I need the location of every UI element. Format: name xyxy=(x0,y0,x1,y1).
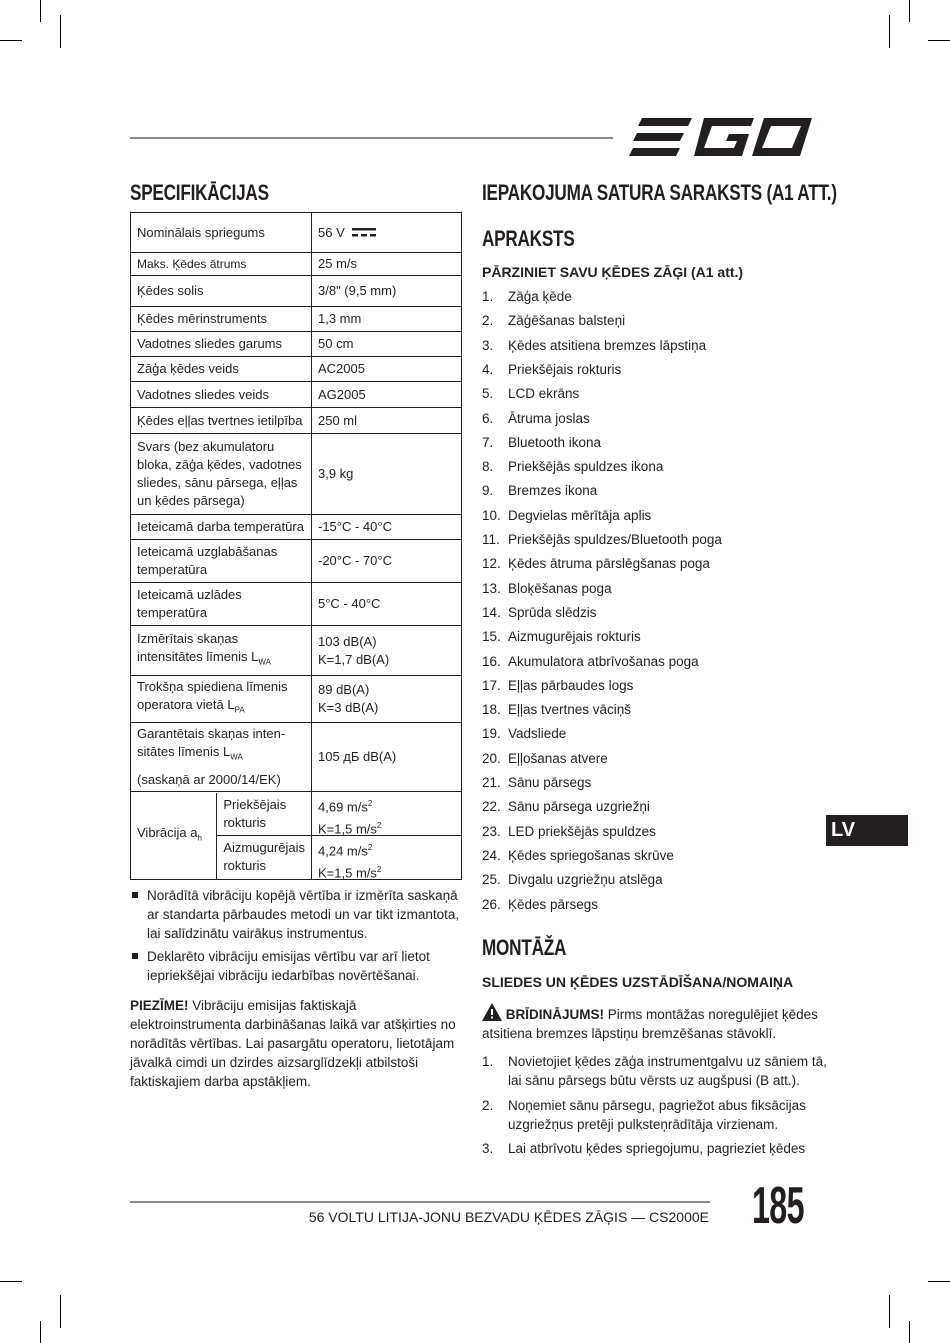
spec-label: Zāģa ķēdes veids xyxy=(131,357,312,382)
table-row xyxy=(131,332,462,357)
table-row xyxy=(131,213,462,253)
list-item: 24. Ķēdes spriegošanas skrūve xyxy=(482,847,674,863)
spec-value: 4,69 $m/s^2$ K=1,5 $m/s^2$ xyxy=(312,792,461,836)
list-item: 13. Bloķēšanas poga xyxy=(482,580,612,596)
footer-rule xyxy=(130,1201,710,1203)
warning-triangle-icon xyxy=(482,1003,502,1021)
list-item: 8. Priekšējās spuldzes ikona xyxy=(482,459,664,475)
table-row xyxy=(131,676,462,723)
vibration-cell xyxy=(131,792,312,880)
spec-label: Ķēdes solis xyxy=(131,276,312,307)
table-row xyxy=(131,253,462,276)
spec-label: Maks. Ķēdes ātrums xyxy=(131,253,312,276)
spec-label: Nominālais spriegums xyxy=(131,213,312,253)
spec-value: 1,3 mm xyxy=(312,307,462,332)
table-row xyxy=(131,357,462,382)
spec-label: Trokšņa spiediena līmenis operatora vietā $L_{PA}$ xyxy=(131,676,312,723)
table-row xyxy=(131,722,462,792)
specifications-heading: SPECIFIKĀCIJAS xyxy=(130,180,269,205)
bullet-item: Norādītā vibrāciju kopējā vērtība ir izmērīta saskaņā ar standarta pārbaudes metodi un var tikt izmantota, lai salīdzinātu vairākus instrumentus. xyxy=(130,886,462,943)
header-rule xyxy=(130,137,613,139)
table-row xyxy=(131,583,462,626)
list-item: 2. Zāģēšanas balsteņi xyxy=(482,313,626,329)
list-item: 15. Aizmugurējais rokturis xyxy=(482,629,641,645)
crop-mark xyxy=(889,15,890,48)
bullet-item: Deklarēto vibrāciju emisijas vērtību var arī lietot iepriekšējai vibrāciju iedarbības novērtēšanai. xyxy=(130,947,462,985)
spec-value: 89 dB(A) K=3 dB(A) xyxy=(312,676,462,723)
list-item: 23. LED priekšējās spuldzes xyxy=(482,823,656,839)
crop-mark xyxy=(40,0,41,22)
list-item: 5. LCD ekrāns xyxy=(482,386,580,402)
table-row xyxy=(131,408,462,434)
list-item: 9. Bremzes ikona xyxy=(482,483,598,499)
list-item: 19. Vadsliede xyxy=(482,726,567,742)
spec-value: AG2005 xyxy=(312,382,462,408)
spec-value: 4,24 $m/s^2$ K=1,5 $m/s^2$ xyxy=(318,843,382,880)
warning-paragraph: BRĪDINĀJUMS! Pirms montāžas noregulējiet ķēdes atsitiena bremzes lāpstiņu bremzēšanas stāvoklī. xyxy=(482,1003,827,1043)
list-item: 14. Sprūda slēdzis xyxy=(482,604,597,620)
step-item: 1. Novietojiet ķēdes zāģa instrumentgalvu uz sāniem tā, lai sānu pārsegs būtu vērsts uz augšpusi (B att.). xyxy=(482,1054,827,1088)
list-item: 12. Ķēdes ātruma pārslēgšanas poga xyxy=(482,556,710,572)
spec-value: 3,9 kg xyxy=(312,434,462,515)
vibration-values xyxy=(312,792,462,880)
spec-value: 3/8" (9,5 mm) xyxy=(312,276,462,307)
spec-label: Ieteicamā darba temperatūra xyxy=(131,515,312,540)
list-item: 1. Zāģa ķēde xyxy=(482,289,572,304)
list-item: 25. Divgalu uzgriežņu atslēga xyxy=(482,872,663,888)
spec-value: 56 V xyxy=(312,213,462,253)
table-row xyxy=(131,540,462,583)
list-item: 22. Sānu pārsega uzgriežņi xyxy=(482,799,650,815)
spec-label: Vibrācija $a_h$ xyxy=(131,793,217,879)
bar-chain-heading: SLIEDES UN ĶĒDES UZSTĀDĪŠANA/NOMAIŅA xyxy=(482,974,794,990)
footer-title: 56 VOLTU LITIJA-JONU BEZVADU ĶĒDES ZĀĢIS — CS2000E xyxy=(308,1209,709,1225)
table-row xyxy=(131,792,462,880)
spec-label: Ķēdes mērinstruments xyxy=(131,307,312,332)
table-row xyxy=(131,434,462,515)
table-row xyxy=(131,515,462,540)
language-tab: LV xyxy=(826,815,908,846)
crop-mark xyxy=(909,0,910,22)
spec-value: 103 dB(A) K=1,7 dB(A) xyxy=(312,626,462,676)
package-contents-heading: IEPAKOJUMA SATURA SARAKSTS (A1 ATT.) xyxy=(482,180,837,205)
list-item: 6. Ātruma joslas xyxy=(482,410,590,426)
crop-mark xyxy=(60,1295,61,1328)
list-item: 18. Eļļas tvertnes vāciņš xyxy=(482,702,632,718)
table-row xyxy=(131,382,462,408)
spec-value: 50 cm xyxy=(312,332,462,357)
crop-mark xyxy=(889,1295,890,1328)
crop-mark xyxy=(928,40,950,41)
crop-mark xyxy=(0,1281,22,1282)
list-item: 11. Priekšējās spuldzes/Bluetooth poga xyxy=(482,532,722,547)
spec-value: -20°C - 70°C xyxy=(312,540,462,583)
list-item: 4. Priekšējais rokturis xyxy=(482,361,622,377)
bullet-square-icon xyxy=(132,892,138,898)
note-label: PIEZĪME! xyxy=(130,998,189,1013)
spec-label: Vadotnes sliedes garums xyxy=(131,332,312,357)
list-item: 16. Akumulatora atbrīvošanas poga xyxy=(482,653,699,669)
bullet-square-icon xyxy=(132,953,138,959)
spec-value: AC2005 xyxy=(312,357,462,382)
spec-label: Ieteicamā uzglabāšanas temperatūra xyxy=(131,540,312,583)
crop-mark xyxy=(60,15,61,48)
ego-logo xyxy=(628,116,813,160)
list-item: 10. Degvielas mērītāja aplis xyxy=(482,507,652,523)
spec-label: Svars (bez akumulatoru bloka, zāģa ķēdes, vadotnes sliedes, sānu pārsega, eļļas un ķēdes pārsega) xyxy=(131,434,312,515)
spec-label: Ieteicamā uzlādes temperatūra xyxy=(131,583,312,626)
know-your-chainsaw-heading: PĀRZINIET SAVU ĶĒDES ZĀĢI (A1 att.) xyxy=(482,264,744,280)
step-item: 3. Lai atbrīvotu ķēdes spriegojumu, pagrieziet ķēdes xyxy=(482,1141,806,1156)
dc-symbol-icon xyxy=(352,226,376,238)
list-item: 26. Ķēdes pārsegs xyxy=(482,896,599,912)
table-row xyxy=(131,307,462,332)
spec-label: Ķēdes eļļas tvertnes ietilpība xyxy=(131,408,312,434)
warning-label: BRĪDINĀJUMS! xyxy=(505,1007,605,1022)
spec-label: Priekšējais rokturis xyxy=(217,793,311,836)
description-heading: APRAKSTS xyxy=(482,226,575,251)
spec-label: Garantētais skaņas inten- sitātes līmenis $L_{WA}$ (saskaņā ar 2000/14/EK) xyxy=(131,722,312,792)
list-item: 21. Sānu pārsegs xyxy=(482,775,592,790)
spec-label: Aizmugurējais rokturis xyxy=(223,840,305,874)
assembly-heading: MONTĀŽA xyxy=(482,935,567,960)
table-row xyxy=(131,626,462,676)
crop-mark xyxy=(0,40,22,41)
spec-value: 5°C - 40°C xyxy=(312,583,462,626)
crop-mark xyxy=(928,1281,950,1282)
step-item: 2. Noņemiet sānu pārsegu, pagriežot abus fiksācijas uzgriežņus pretēji pulksteņrādītāja virzienam. xyxy=(482,1098,806,1132)
list-item: 7. Bluetooth ikona xyxy=(482,434,602,450)
spec-label: Vadotnes sliedes veids xyxy=(131,382,312,408)
table-row xyxy=(131,276,462,307)
list-item: 17. Eļļas pārbaudes logs xyxy=(482,677,634,693)
note-paragraph: PIEZĪME! Vibrāciju emisijas faktiskajā elektroinstrumenta darbināšanas laikā var atšķirties no norādītās vērtības. Lai pasargātu operatoru, lietotājam jāvalkā cimdi un dzirdes aizsarglīdzekļi atbilstoši faktiskajiem darba apstākļiem. xyxy=(130,998,456,1089)
crop-mark xyxy=(40,1321,41,1343)
list-item: 20. Eļļošanas atvere xyxy=(482,750,608,766)
page-number: 185 xyxy=(752,1177,804,1235)
spec-value: 105 дБ dB(A) xyxy=(312,722,462,792)
specifications-table xyxy=(130,212,462,880)
list-item: 3. Ķēdes atsitiena bremzes lāpstiņa xyxy=(482,337,707,353)
spec-label: Izmērītais skaņas intensitātes līmenis $L_{WA}$ xyxy=(131,626,312,676)
spec-value: 250 ml xyxy=(312,408,462,434)
spec-value: 25 m/s xyxy=(312,253,462,276)
spec-value: -15°C - 40°C xyxy=(312,515,462,540)
crop-mark xyxy=(909,1321,910,1343)
